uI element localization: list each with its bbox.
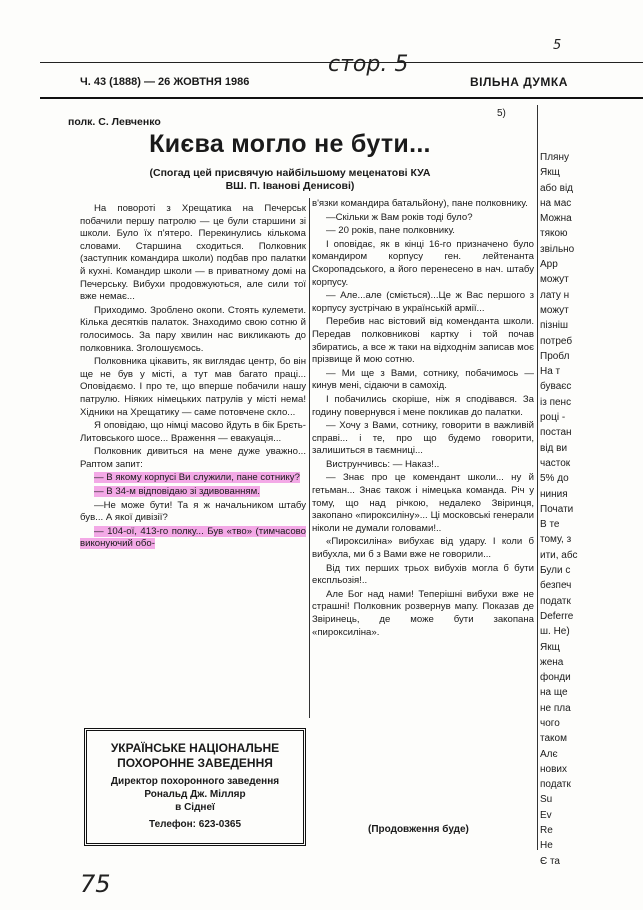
adjacent-article-line: Можна (540, 213, 572, 225)
ad-director-line: в Сіднеї (175, 802, 215, 813)
highlight-marker: — В якому корпусі Ви служили, пане сотнику? (94, 472, 300, 484)
ad-phone: Телефон: 623-0365 (148, 819, 242, 830)
adjacent-article-line: таком (540, 733, 567, 745)
paragraph-highlighted (80, 526, 306, 551)
adjacent-article-lines (540, 150, 643, 869)
paragraph: Я оповідаю, що німці масово йдуть в бік Брєть-Литовського шосе... Враження — евакуація... (80, 420, 306, 444)
adjacent-article-line: або від (540, 182, 573, 194)
adjacent-article-line: тому, з (540, 534, 572, 546)
adjacent-article-line: можут (540, 274, 569, 286)
adjacent-article-line: лату н (540, 289, 570, 301)
article-subhead (60, 167, 520, 193)
adjacent-article-line: не пла (540, 702, 571, 714)
highlight-marker: — В 34-м відповідаю зі здивованням. (94, 486, 260, 498)
paragraph: Приходимо. Зроблено окопи. Стоять кулемети. Кілька десятків палаток. Знаходимо свою сотню й голосимось. За пару хвилин нас викликають до полковника. Зголошуємось. (80, 304, 306, 354)
paragraph: І оповідає, як в кінці 16-го призначено було командиром корпусу ген. лейтенанта Скоропадського, а його перенесено в нач. штабу корпусу. (312, 238, 534, 288)
subhead-line: ВШ. П. Іванові Денисові) (225, 180, 355, 192)
paragraph: — Ми ще з Вами, сотнику, побачимось — кинув мені, сідаючи в самохід. (312, 367, 534, 392)
adjacent-article-line: звільно (540, 243, 575, 255)
adjacent-article-line: часток (540, 457, 571, 469)
paragraph: Але Бог над нами! Теперішні вибухи вже не страшні! Полковник розвернув мапу. Показав де Звіринець, де може бути закопана «пироксиліна». (312, 588, 534, 638)
paragraph: — Але...але (сміється)...Це ж Вас першого з корпусу зустрічаю в українській армії... (312, 290, 534, 314)
continued-note: (Продовження буде) (368, 824, 469, 835)
adjacent-article-line: 5% до (540, 473, 569, 485)
ad-director-line: Директор похоронного заведення (110, 776, 280, 787)
subhead-line: (Спогад цей присвячую найбільшому меценатові КУА (149, 167, 431, 179)
paragraph: І побачились скоріше, ніж я сподівався. За годину повернувся і мене покликав до палатки. (312, 393, 534, 418)
paragraph-highlighted (80, 472, 306, 485)
adjacent-article-column (540, 150, 643, 869)
column-divider (537, 105, 538, 850)
adjacent-article-line: ш. Не) (540, 626, 570, 638)
adjacent-article-line: із пенс (540, 396, 572, 408)
adjacent-article-line: пізніш (540, 320, 568, 332)
adjacent-article-line: Не (540, 840, 553, 852)
adjacent-article-line: жена (540, 656, 564, 668)
adjacent-article-line: році - (540, 412, 566, 424)
paragraph: Від тих перших трьох вибухів могла б бути експльозія!.. (312, 562, 534, 587)
adjacent-article-line: Ev (540, 809, 552, 821)
adjacent-article-line: Якщ (540, 167, 560, 179)
paragraph: —Скільки ж Вам років тоді було? (326, 211, 473, 223)
masthead-rule (40, 97, 643, 99)
handwritten-bottom-number: 75 (80, 870, 111, 898)
adjacent-article-line: Почати (540, 503, 574, 515)
paragraph-highlighted (80, 486, 306, 499)
adjacent-article-line: Якщ (540, 641, 560, 653)
adjacent-article-line: постан (540, 427, 572, 439)
adjacent-article-line: ниния (540, 488, 568, 500)
adjacent-article-line: ити, абс (540, 549, 578, 561)
ad-director (87, 775, 303, 814)
paragraph: На повороті з Хрещатика на Печерськ побачили першу патролю — це були старшини зі школи. Було їх п'ятеро. Перекинулись кількома словами. Старшина сходиться. Полковник (заступник командира школи) подбав про палатки й кухні. Командир школи — в приватному домі на Печерську. Вибухи продовжуються, але сили тої вже немає... (80, 203, 306, 303)
column-divider (309, 198, 310, 718)
paragraph: Перебив нас вістовий від коменданта школи. Передав полковникові картку і той почав збиратись, а все ж таки на відходнім записав моє прізвище й мою сотню. (312, 316, 534, 366)
newspaper-title: ВІЛЬНА ДУМКА (470, 75, 568, 89)
adjacent-article-line: тякою (540, 228, 568, 240)
adjacent-article-line: Пробл (540, 350, 570, 362)
adjacent-article-line: на ще (540, 687, 568, 699)
adjacent-article-line: фонди (540, 672, 571, 684)
handwritten-page-number: 5 (553, 38, 562, 53)
adjacent-article-line: від ви (540, 442, 568, 454)
paragraph: —Не може бути! Та я ж начальником штабу був... А якої дивізії? (80, 499, 306, 524)
ad-director-line: Рональд Дж. Мілляр (144, 789, 246, 800)
adjacent-article-line: чого (540, 717, 560, 729)
ad-title (87, 741, 303, 771)
issue-line: Ч. 43 (1888) — 26 ЖОВТНЯ 1986 (80, 76, 250, 88)
adjacent-article-line: на мас (540, 197, 572, 209)
adjacent-article-line: В те (540, 519, 560, 531)
adjacent-article-line: Re (540, 825, 553, 837)
funeral-home-ad (84, 728, 306, 846)
ad-title-line: УКРАЇНСЬКЕ НАЦІОНАЛЬНЕ (110, 741, 280, 755)
adjacent-article-line: безпеч (540, 580, 572, 592)
adjacent-article-line: Su (540, 794, 553, 806)
masthead (80, 72, 643, 94)
adjacent-article-line: податк (540, 595, 571, 607)
adjacent-article-line: Арр (540, 259, 558, 271)
adjacent-article-line: На т (540, 366, 561, 378)
article-column-1 (80, 203, 306, 552)
paragraph: в'язки командира батальйону), пане полковнику. (312, 198, 528, 209)
adjacent-article-line: можут (540, 304, 569, 316)
page-marker: 5) (497, 108, 506, 119)
article-headline: Києва могло не бути... (149, 130, 431, 158)
paragraph: Полковник дивиться на мене дуже уважно... Раптом запит: (80, 446, 306, 470)
paragraph: — 20 років, пане полковнику. (326, 225, 455, 237)
highlight-marker: — 104-ої, 413-го полку... Був «тво» (тимчасово виконуючий обо- (80, 525, 306, 550)
adjacent-article-line: буваєс (540, 381, 572, 393)
adjacent-article-line: Deferre (540, 610, 574, 622)
adjacent-article-line: нових (540, 763, 567, 775)
paragraph: — Хочу з Вами, сотнику, говорити в важливій справі... і те, про що будемо говорити, залишиться в таємниці... (312, 420, 534, 457)
adjacent-article-line: Були с (540, 565, 571, 577)
adjacent-article-line: потреб (540, 335, 573, 347)
adjacent-article-line: Є та (540, 855, 560, 867)
adjacent-article-line: Алє (540, 748, 558, 760)
adjacent-article-line: Пляну (540, 152, 569, 163)
handwritten-page-note: стор. 5 (328, 52, 409, 77)
article-column-2 (312, 198, 534, 640)
paragraph: Виструнчивсь: — Наказ!.. (326, 458, 440, 470)
paragraph: «Пироксиліна» вибухає від удару. І коли б вибухла, ми б з Вами вже не говорили... (312, 536, 534, 561)
ad-title-line: ПОХОРОННЕ ЗАВЕДЕННЯ (117, 756, 273, 770)
adjacent-article-line: податк (540, 779, 571, 791)
article-byline: полк. С. Левченко (68, 116, 161, 128)
paragraph: Полковника цікавить, як виглядає центр, бо він ще не був у місті, а тут мав багато праці... Оповідаємо. І про те, що вперше побачили нашу патрулю. Ніяких німецьких патрулів у місті нема! Хідники на Хрещатику — саме потовчене скло... (80, 356, 306, 418)
paragraph: — Знає про це комендант школи... ну й гетьман... Знає також і німецька команда. Річ у тому, що над річкою, недалеко Звіринця, закопано «пироксиліну»... Ці московські генерали ніколи не думали головами!.. (312, 472, 534, 534)
